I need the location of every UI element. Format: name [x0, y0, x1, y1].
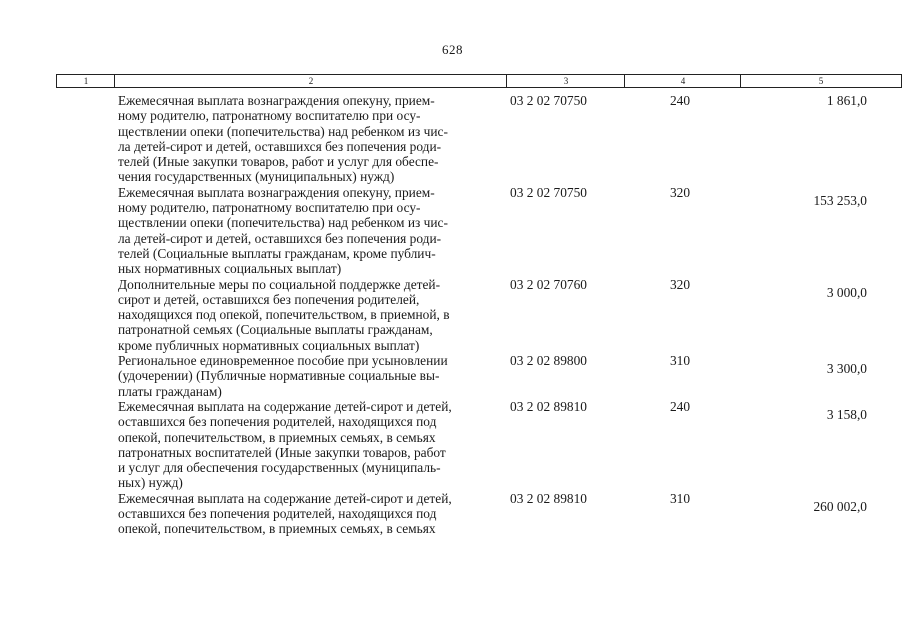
row-code: 03 2 02 89800: [510, 353, 587, 369]
description-line: сирот и детей, оставшихся без попечения родителей,: [118, 291, 420, 307]
description-line: ному родителю, патронатному воспитателю при осу-: [118, 200, 421, 216]
row-amount: 3 000,0: [826, 284, 867, 300]
description-line: находящихся под опекой, попечительством, в приемной, в: [118, 307, 450, 323]
description-line: платы гражданам): [118, 383, 222, 399]
table-header: [56, 74, 902, 88]
description-line: ному родителю, патронатному воспитателю при осу-: [118, 108, 421, 124]
description-line: опекой, попечительством, в приемных семьях, в семьях: [118, 521, 436, 537]
header-col-3: 3: [506, 75, 625, 87]
header-col-5: 5: [740, 75, 902, 87]
description-line: чения государственных (муниципальных) нужд): [118, 169, 395, 185]
description-line: и услуг для обеспечения государственных (муниципаль-: [118, 460, 441, 476]
description-line: Региональное единовременное пособие при усыновлении: [118, 353, 448, 369]
description-line: ществлении опеки (попечительства) над ребенком из чис-: [118, 215, 448, 231]
page-number: 628: [442, 42, 463, 57]
row-description: [118, 185, 500, 277]
header-col-4: 4: [624, 75, 741, 87]
row-code: 03 2 02 89810: [510, 490, 587, 506]
row-code: 03 2 02 70760: [510, 276, 587, 292]
description-line: ществлении опеки (попечительства) над ребенком из чис-: [118, 123, 448, 139]
row-expense-type: 320: [669, 184, 691, 200]
row-code: 03 2 02 89810: [510, 398, 587, 414]
description-line: патронатных воспитателей (Иные закупки товаров, работ: [118, 444, 446, 460]
table-row: [0, 185, 905, 277]
row-description: [118, 353, 500, 399]
table-row: [0, 277, 905, 353]
row-description: [118, 399, 500, 491]
description-line: Ежемесячная выплата на содержание детей-сирот и детей,: [118, 398, 452, 414]
description-line: оставшихся без попечения родителей, находящихся под: [118, 414, 437, 430]
table-row: [0, 93, 905, 185]
table-body: [0, 93, 905, 537]
description-line: телей (Социальные выплаты гражданам, кроме публич-: [118, 245, 436, 261]
table-row: [0, 399, 905, 491]
description-line: Дополнительные меры по социальной поддержке детей-: [118, 276, 441, 292]
row-code: 03 2 02 70750: [510, 93, 587, 108]
header-col-1: 1: [56, 75, 115, 87]
description-line: ла детей-сирот и детей, оставшихся без попечения роди-: [118, 138, 442, 154]
description-line: кроме публичных нормативных социальных выплат): [118, 337, 420, 353]
row-expense-type: 320: [669, 276, 691, 292]
row-expense-type: 310: [669, 353, 691, 369]
description-line: Ежемесячная выплата на содержание детей-сирот и детей,: [118, 490, 452, 506]
description-line: ных нормативных социальных выплат): [118, 261, 342, 277]
table-row: [0, 353, 905, 399]
row-description: [118, 277, 500, 353]
description-line: телей (Иные закупки товаров, работ и услуг для обеспе-: [118, 154, 439, 170]
description-line: Ежемесячная выплата вознаграждения опекуну, прием-: [118, 184, 435, 200]
description-line: (удочерении) (Публичные нормативные социальные вы-: [118, 368, 440, 384]
row-amount: 1 861,0: [826, 93, 867, 108]
row-amount: 3 300,0: [826, 361, 867, 377]
description-line: ных) нужд): [118, 475, 183, 491]
description-line: патронатной семьях (Социальные выплаты гражданам,: [118, 322, 433, 338]
description-line: Ежемесячная выплата вознаграждения опекуну, прием-: [118, 93, 435, 108]
row-expense-type: 240: [669, 93, 691, 108]
row-amount: 260 002,0: [813, 498, 867, 514]
row-code: 03 2 02 70750: [510, 184, 587, 200]
description-line: оставшихся без попечения родителей, находящихся под: [118, 506, 437, 522]
row-expense-type: 240: [669, 398, 691, 414]
description-line: опекой, попечительством, в приемных семьях, в семьях: [118, 429, 436, 445]
row-expense-type: 310: [669, 490, 691, 506]
description-line: ла детей-сирот и детей, оставшихся без попечения роди-: [118, 230, 442, 246]
row-description: [118, 93, 500, 185]
row-amount: 3 158,0: [826, 406, 867, 422]
row-description: [118, 491, 500, 537]
row-amount: 153 253,0: [813, 192, 867, 208]
table-row: [0, 491, 905, 537]
header-col-2: 2: [114, 75, 507, 87]
